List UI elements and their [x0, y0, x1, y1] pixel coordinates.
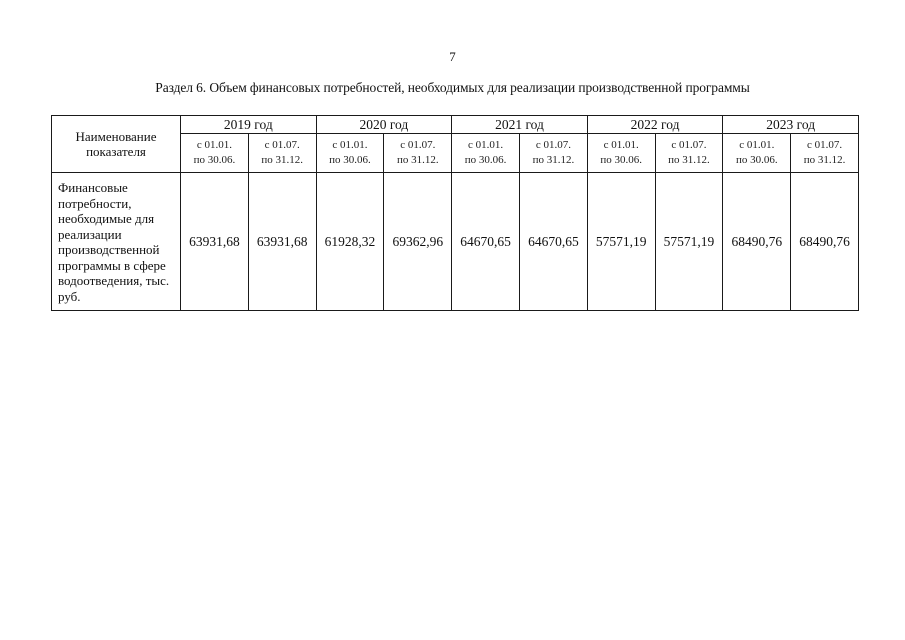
year-header-2022: 2022 год: [587, 116, 723, 134]
value-cell-2023-h2: 68490,76: [791, 173, 859, 311]
period-header-second-half: с 01.07. по 31.12.: [791, 134, 859, 173]
value-cell-2023-h1: 68490,76: [723, 173, 791, 311]
indicator-name-header: Наименование показателя: [52, 116, 181, 173]
value-cell-2020-h2: 69362,96: [384, 173, 452, 311]
year-header-2020: 2020 год: [316, 116, 452, 134]
period-header-second-half: с 01.07. по 31.12.: [248, 134, 316, 173]
period-header-first-half: с 01.01. по 30.06.: [452, 134, 520, 173]
value-cell-2021-h2: 64670,65: [519, 173, 587, 311]
value-cell-2022-h2: 57571,19: [655, 173, 723, 311]
period-header-second-half: с 01.07. по 31.12.: [384, 134, 452, 173]
table-row: [52, 173, 859, 311]
period-header-first-half: с 01.01. по 30.06.: [316, 134, 384, 173]
year-header-2021: 2021 год: [452, 116, 588, 134]
section-title: Раздел 6. Объем финансовых потребностей, необходимых для реализации производственной программы: [155, 80, 750, 95]
page-number: 7: [449, 49, 456, 64]
period-header-second-half: с 01.07. по 31.12.: [519, 134, 587, 173]
financial-needs-table: [51, 115, 859, 311]
period-header-first-half: с 01.01. по 30.06.: [587, 134, 655, 173]
value-cell-2020-h1: 61928,32: [316, 173, 384, 311]
value-cell-2022-h1: 57571,19: [587, 173, 655, 311]
period-header-first-half: с 01.01. по 30.06.: [723, 134, 791, 173]
indicator-label: Финансовые потребности, необходимые для реализации производственной программы в сфере водоотведения, тыс. руб.: [52, 173, 181, 311]
year-header-2019: 2019 год: [181, 116, 317, 134]
value-cell-2021-h1: 64670,65: [452, 173, 520, 311]
value-cell-2019-h2: 63931,68: [248, 173, 316, 311]
value-cell-2019-h1: 63931,68: [181, 173, 249, 311]
period-header-second-half: с 01.07. по 31.12.: [655, 134, 723, 173]
year-header-2023: 2023 год: [723, 116, 859, 134]
period-header-first-half: с 01.01. по 30.06.: [181, 134, 249, 173]
